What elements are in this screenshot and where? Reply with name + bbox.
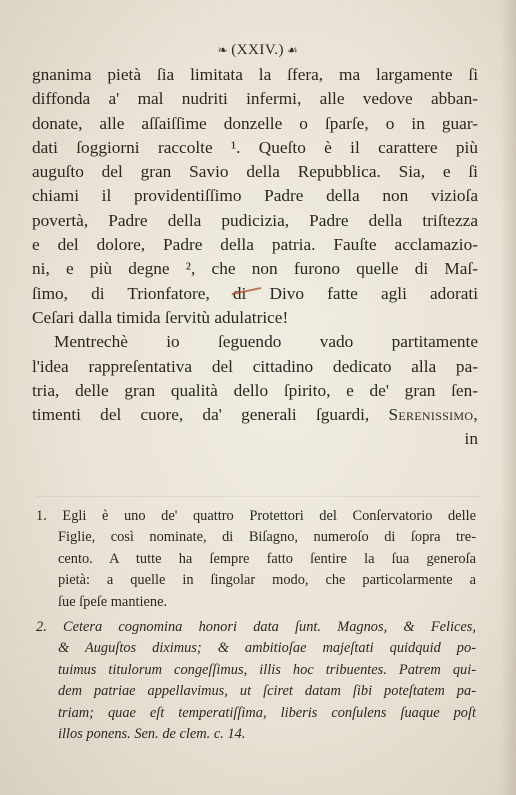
text-line: povertà, Padre della pudicizia, Padre della triſtezza bbox=[32, 210, 478, 230]
text-line: ni, e più degne ², che non furono quelle di Maſ- bbox=[32, 259, 478, 279]
catchword: in bbox=[464, 429, 478, 449]
text-line: Ceſari dalla timida ſervitù adulatrice! bbox=[32, 307, 289, 327]
text-line: e del dolore, Padre della patria. Fauſte acclamazio- bbox=[32, 235, 478, 255]
text-line: dati ſoggiorni raccolte ¹. Queſto è il carattere più bbox=[32, 137, 478, 157]
text-line: ſimo, di Trionfatore, di Divo fatte agli adorati bbox=[32, 283, 478, 303]
footnote-line: 1. Egli è uno de' quattro Protettori del Conſervatorio delle bbox=[36, 508, 476, 524]
footnote-line: triam; quae eſt temperatiſſima, liberis conſulens ſuaque poſt bbox=[58, 704, 476, 721]
footnote-line: ſue ſpeſe mantiene. bbox=[58, 593, 168, 610]
text-line-with-address bbox=[32, 403, 478, 427]
text-line: Mentrechè io ſeguendo vado partitamente bbox=[54, 332, 478, 352]
text-line: diffonda a' mal nudriti infermi, alle vedove abban- bbox=[32, 89, 478, 109]
footnote-line: dem patriae appellavimus, ut ſciret datam ſibi poteſtatem pa- bbox=[58, 683, 476, 700]
footnote-line: illos ponens. Sen. de clem. c. 14. bbox=[58, 726, 246, 743]
footnote-line: & Auguſtos diximus; & ambitioſae majeſtati quidquid po- bbox=[58, 640, 476, 657]
footnote-line: 2. Cetera cognomina honori data ſunt. Magnos, & Felices, bbox=[36, 619, 476, 636]
footnote-divider bbox=[36, 496, 480, 497]
serenissimo-address: Serenissimo, bbox=[388, 405, 478, 425]
text-line: gnanima pietà ſia limitata la ſfera, ma largamente ſi bbox=[32, 65, 478, 84]
footnote-2 bbox=[36, 617, 476, 745]
page-number: (XXIV.) bbox=[231, 42, 285, 58]
text-line: donate, alle aſſaiſſime donzelle o ſparſe, o in guar- bbox=[32, 113, 478, 133]
text-line: l'idea rappreſentativa del cittadino dedicato alla pa- bbox=[32, 356, 478, 376]
page-header bbox=[0, 42, 516, 59]
footnote-line: Figlie, così nominate, di Biſagno, numeroſo di ſopra tre- bbox=[58, 529, 476, 546]
page-edge-shadow bbox=[500, 0, 516, 795]
ornament-left-icon: ❧ bbox=[217, 43, 229, 57]
footnote-line: cento. A tutte ha ſempre fatto ſentire la ſua generoſa bbox=[58, 550, 476, 567]
main-text bbox=[32, 63, 478, 452]
footnote-line: tuimus titulorum congeſſimus, illis hoc tribuentes. Patrem qui- bbox=[58, 661, 476, 678]
footnotes bbox=[36, 506, 476, 745]
text-line: auguſto del gran Savio della Repubblica. Sia, e ſi bbox=[32, 162, 478, 182]
footnote-1 bbox=[36, 506, 476, 613]
ornament-right-icon: ☙ bbox=[287, 43, 299, 57]
footnote-line: pietà: a quelle in ſingolar modo, che particolarmente a bbox=[58, 572, 476, 589]
text-segment: timenti del cuore, da' generali ſguardi, bbox=[32, 405, 370, 425]
text-line: tria, delle gran qualità dello ſpirito, e de' gran ſen- bbox=[32, 380, 478, 400]
text-line: chiami il providentiſſimo Padre della non vizioſa bbox=[32, 186, 478, 206]
